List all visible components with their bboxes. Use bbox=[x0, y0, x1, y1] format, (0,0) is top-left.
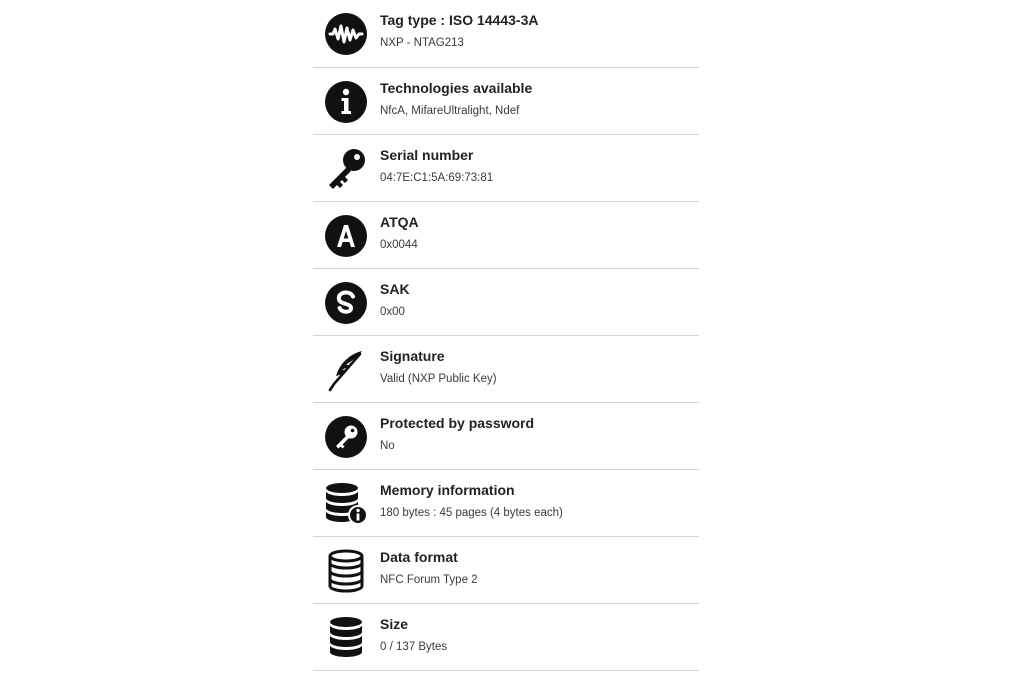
item-title: SAK bbox=[380, 281, 410, 297]
item-title: Memory information bbox=[380, 482, 515, 498]
list-item-data-format[interactable] bbox=[313, 537, 699, 604]
info-icon bbox=[324, 80, 368, 124]
tag-info-list bbox=[313, 0, 699, 671]
list-item-tag-type[interactable] bbox=[313, 0, 699, 68]
database-outline-icon bbox=[324, 549, 368, 593]
item-value: NXP - NTAG213 bbox=[380, 37, 464, 49]
list-item-sak[interactable] bbox=[313, 269, 699, 336]
item-value: 0x0044 bbox=[380, 239, 418, 251]
key-icon bbox=[324, 147, 368, 191]
waveform-icon bbox=[324, 12, 368, 56]
database-info-icon bbox=[324, 482, 368, 526]
item-title: Signature bbox=[380, 348, 445, 364]
item-value: 0x00 bbox=[380, 306, 405, 318]
item-title: Protected by password bbox=[380, 415, 535, 431]
item-value: 0 / 137 Bytes bbox=[380, 641, 448, 653]
item-title: ATQA bbox=[380, 214, 419, 230]
list-item-technologies[interactable] bbox=[313, 68, 699, 135]
database-icon bbox=[324, 616, 368, 660]
list-item-memory-information[interactable] bbox=[313, 470, 699, 537]
item-value: 180 bytes : 45 pages (4 bytes each) bbox=[380, 507, 563, 519]
list-item-size[interactable] bbox=[313, 604, 699, 671]
item-value: NFC Forum Type 2 bbox=[380, 574, 478, 586]
item-value: 04:7E:C1:5A:69:73:81 bbox=[380, 172, 494, 184]
list-item-password[interactable] bbox=[313, 403, 699, 470]
item-value: NfcA, MifareUltralight, Ndef bbox=[380, 105, 520, 117]
list-item-atqa[interactable] bbox=[313, 202, 699, 269]
item-title: Tag type : ISO 14443-3A bbox=[380, 12, 539, 28]
letter-a-icon bbox=[324, 214, 368, 258]
item-title: Size bbox=[380, 616, 409, 632]
list-item-serial-number[interactable] bbox=[313, 135, 699, 202]
list-item-signature[interactable] bbox=[313, 336, 699, 403]
letter-s-icon bbox=[324, 281, 368, 325]
item-title: Technologies available bbox=[380, 80, 533, 96]
item-value: Valid (NXP Public Key) bbox=[380, 373, 497, 385]
item-title: Data format bbox=[380, 549, 458, 565]
item-value: No bbox=[380, 440, 395, 452]
key-circle-icon bbox=[324, 415, 368, 459]
feather-icon bbox=[324, 348, 368, 392]
item-title: Serial number bbox=[380, 147, 474, 163]
